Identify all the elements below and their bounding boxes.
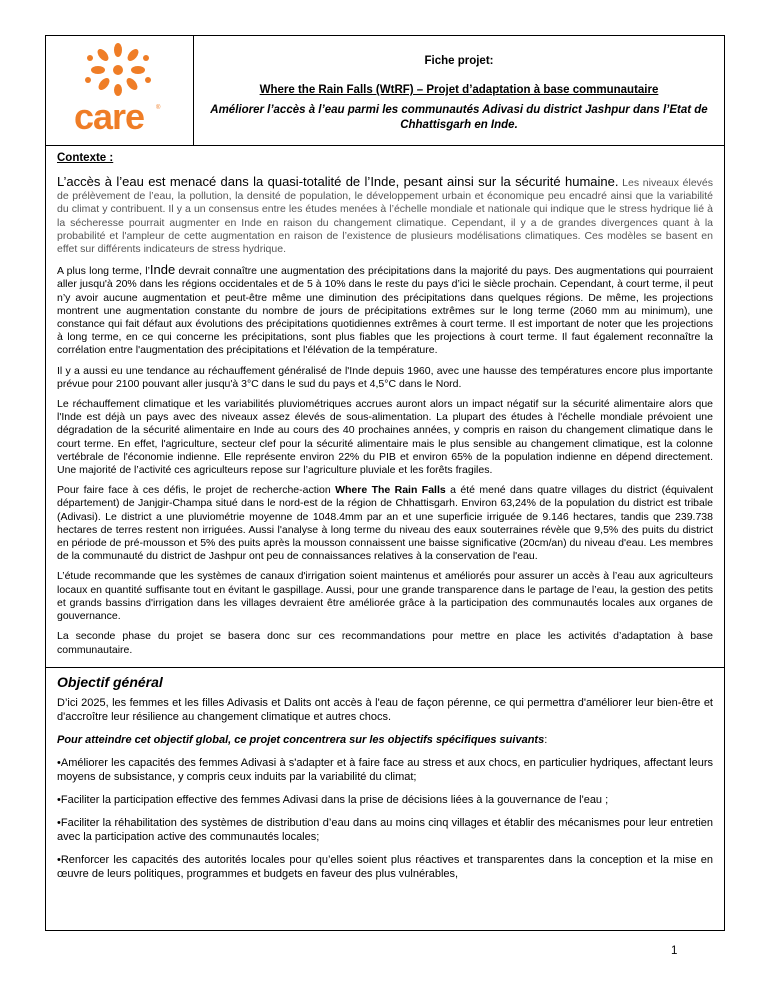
project-title: Where the Rain Falls (WtRF) – Projet d’adaptation à base communautaire [259, 84, 659, 96]
title-cell [194, 36, 724, 146]
context-p1-rest: Les niveaux élevés de prélèvement de l’eau, la pollution, la densité de population, le développement urbain et économique peu encadré ainsi que la variabilité du climat y contribuent. Il y a un consensus entre les études menées à l’échelle mondiale et nationale qui indique que le stress hydrique lié à la sécheresse pourrait augmenter en Inde en raison du changement climatique. Cependant, il y a de grandes divergences quant à la probabilité et l'ampleur de cette augmentation en raison de l’existence de plusieurs modélisations climatiques. Ces modèles se basent en effet sur différents indicateurs de stress hydrique. [57, 177, 713, 256]
context-p2-rest: devrait connaître une augmentation des précipitations dans la majorité du pays. Des augmentations qui pourraient aller jusqu'à 20% dans les régions occidentales et de 5 à 10% dans le reste du pays d’ici le siècle prochain. Cependant, à court terme, il peut n’y avoir aucune augmentation et peut-être même une diminution des précipitations dans quelques régions. De même, les projections montrent une augmentation constante du nombre de jours de précipitations extrêmes sur le long terme (2060 mm au minimum), une constance qui fait défaut aux évolutions des précipitations quotidiennes extrêmes à court terme. Il est important de noter que les projections à long terme, en ce qui concerne les précipitations, sont plus fiables que les projections à court terme. Il faut également reconnaître la corrélation entre l'augmentation des précipitations et l'élévation de la température. [57, 265, 713, 357]
objective-intro-colon: : [544, 734, 548, 746]
list-item: •Renforcer les capacités des autorités locales pour qu’elles soient plus réactives et transparentes dans la conception et la mise en œuvre de leurs politiques, programmes et budgets en faveur des plus vulnérables, [57, 854, 713, 880]
context-p5-start: Pour faire face à ces défis, le projet de recherche-action [57, 484, 336, 497]
context-paragraph-7: La seconde phase du projet se basera donc sur ces recommandations pour mettre en place les activités d’adaptation à base communautaire. [57, 630, 713, 656]
context-paragraph-6: L’étude recommande que les systèmes de canaux d'irrigation soient maintenus et améliorés pour assurer un accès à l’eau aux agriculteurs locaux en quantité suffisante tout en évitant le gaspillage. Aussi, pour une grande transparence dans le partage de l’eau, la gestion des petits et grands bassins d'irrigation dans les villages devraient être améliorée grâce à la participation des communautés locales aux organes de gouvernance. [57, 570, 713, 623]
context-paragraph-4: Le réchauffement climatique et les variabilités pluviométriques accrues auront alors un impact négatif sur la sécurité alimentaire alors que l'Inde est déjà un pays avec des niveaux assez élevés de sous-alimentation. La plupart des études à l'échelle mondiale prévoient une dégradation de la sécurité alimentaire en Inde au cours des 40 prochaines années, y compris en raison du changement climatique dans le court terme. En effet, l'agriculture, secteur clef pour la sécurité alimentaire mais le plus sensible au changement climatique, est la colonne vertébrale de l'économie indienne. Elle représente environ 22% du PIB et environ 65% de la population indienne en dépend directement. Une majorité de l’activité ces agriculteurs repose sur l’agriculture pluviale et les forêts fragiles. [57, 398, 713, 477]
context-paragraph-3: Il y a aussi eu une tendance au réchauffement généralisé de l'Inde depuis 1960, avec une hausse des températures encore plus importante prévue pour 2100 pouvant aller jusqu'à 3°C dans le sud du pays et 4,5°C dans le Nord. [57, 364, 713, 390]
context-lead: L’accès à l’eau est menacé dans la quasi-totalité de l’Inde, pesant ainsi sur la sécurité humaine. [57, 174, 619, 189]
doc-label: Fiche projet: [424, 55, 494, 67]
context-paragraph-2 [57, 263, 713, 357]
context-p5-rest: a été mené dans quatre villages du district (équivalent département) de Janjgir-Champa situé dans le nord-est de la région de Chhattisgarh. Environ 63,24% de la population du district est tribale (Adivasi). Le district a une pluviométrie moyenne de 1048.4mm par an et une superficie irriguée de 9.146 hectares, tandis que 239.738 hectares de terres restent non irriguées. Aussi l'analyse à long terme du niveau des eaux souterraines révèle que 9,5% des puits du district en période de pré-mousson et 5% des puits après la mousson connaissent une baisse significative (20cm/an) du niveau d'eau. Les membres de la communauté du district de Jashpur ont peu de connaissances relatives à la conservation de l'eau. [57, 484, 713, 563]
objective-paragraph: D’ici 2025, les femmes et les filles Adivasis et Dalits ont accès à l'eau de façon pérenne, ce qui permettra d'améliorer leur bien-être et d'accroître leur résilience au changement climatique et autres chocs. [57, 697, 713, 723]
list-item: •Améliorer les capacités des femmes Adivasi à s'adapter et à faire face au stress et aux chocs, en particulier hydriques, affectant leurs moyens de subsistance, y compris ceux induits par la variabilité du climat; [57, 757, 713, 783]
logo-wordmark: care [74, 96, 145, 137]
context-section [46, 146, 724, 668]
context-p2-start: A plus long terme, l’ [57, 265, 150, 278]
context-p5-bold: Where The Rain Falls [335, 484, 446, 497]
context-paragraph-5 [57, 484, 713, 563]
header-table [46, 36, 724, 146]
list-item: •Faciliter la participation effective des femmes Adivasi dans la prise de décisions liées à la gouvernance de l'eau ; [57, 794, 609, 806]
objective-title: Objectif général [57, 674, 163, 690]
care-logo-icon [68, 40, 168, 102]
page-frame [45, 35, 725, 931]
registered-mark: ® [156, 105, 161, 111]
logo-cell [46, 36, 194, 146]
project-subtitle: Améliorer l’accès à l’eau parmi les communautés Adivasi du district Jashpur dans l’Etat de Chhattisgarh en Inde. [210, 104, 708, 131]
objective-intro-text: Pour atteindre cet objectif global, ce projet concentrera sur les objectifs spécifiques suivants [57, 734, 545, 746]
context-paragraph-1 [57, 175, 713, 256]
page-number: 1 [671, 945, 678, 957]
context-p2-big: Inde [149, 262, 176, 278]
context-title: Contexte : [57, 152, 114, 164]
objective-intro [57, 733, 713, 747]
list-item: •Faciliter la réhabilitation des systèmes de distribution d’eau dans au moins cinq villages et établir des mécanismes pour leur entretien avec la participation active des communautés locales; [57, 817, 713, 843]
objective-section [46, 668, 724, 890]
